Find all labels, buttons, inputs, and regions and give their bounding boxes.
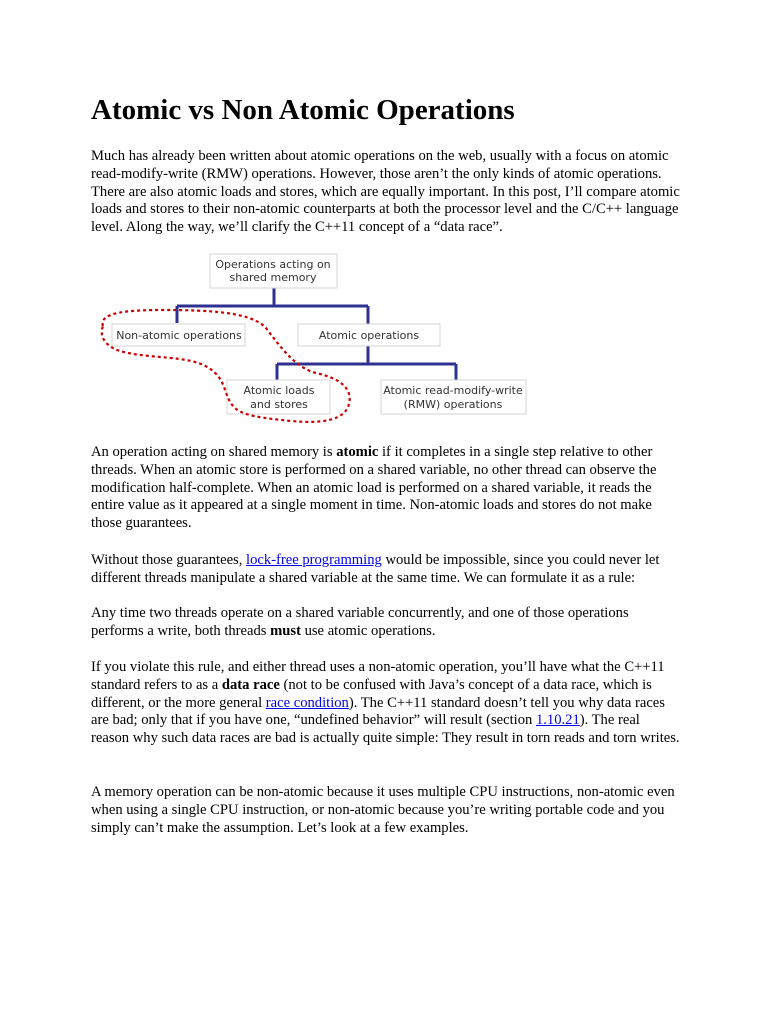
para2-text-1: An operation acting on shared memory is — [91, 444, 337, 460]
node-atomic-rmw-label-2: (RMW) operations — [403, 398, 503, 411]
data-race-paragraph — [91, 659, 681, 748]
rule-paragraph — [91, 605, 681, 641]
node-root-label-2: shared memory — [229, 271, 317, 284]
node-atomic-loads-label-1: Atomic loads — [243, 384, 315, 397]
operations-tree-svg — [91, 248, 551, 428]
lock-free-programming-link[interactable]: lock-free programming — [246, 552, 382, 568]
node-atomic-loads-label-2: and stores — [250, 398, 308, 411]
page-title: Atomic vs Non Atomic Operations — [91, 94, 515, 126]
para5-bold-data-race: data race — [221, 676, 280, 693]
para4-bold-must: must — [270, 622, 301, 639]
para3-text-2: would be impossible, since you could never let different threads manipulate a shared variable at the same time. We can formulate it as a rule: — [91, 552, 660, 586]
node-atomic-rmw-label-1: Atomic read-modify-write — [383, 384, 523, 397]
para2-bold-atomic: atomic — [336, 444, 379, 460]
race-condition-link[interactable]: race condition — [265, 694, 349, 711]
para2-text-2: if it completes in a single step relative to other threads. When an atomic store is performed on a shared variable, no other thread can observe the modification half-complete. When an atomic load is performed on a shared variable, it reads the entire value as it appeared at a single moment in time. Non-atomic loads and stores do not make those guarantees. — [91, 444, 657, 532]
node-root-label-1: Operations acting on — [215, 258, 331, 271]
para5-text-3: ). The C++11 standard doesn’t tell you why data races are bad; only that if you have one, “undefined behavior” will result (section — [91, 694, 665, 729]
para5-text-2: (not to be confused with Java’s concept of a data race, which is different, or the more general — [91, 676, 652, 711]
para3-text-1: Without those guarantees, — [91, 552, 247, 568]
para4-text-1: Any time two threads operate on a shared variable concurrently, and one of those operations performs a write, both threads — [91, 605, 629, 639]
operations-diagram — [91, 248, 551, 428]
examples-intro-paragraph: A memory operation can be non-atomic because it uses multiple CPU instructions, non-atomic even when using a single CPU instruction, or non-atomic because you’re writing portable code and you simply can’t make the assumption. Let’s look at a few examples. — [91, 784, 675, 836]
node-non-atomic-label: Non-atomic operations — [116, 329, 242, 342]
intro-paragraph: Much has already been written about atomic operations on the web, usually with a focus on atomic read-modify-write (RMW) operations. However, those aren’t the only kinds of atomic operations. There are also atomic loads and stores, which are equally important. In this post, I’ll compare atomic loads and stores to their non-atomic counterparts at both the processor level and the C/C++ language level. Along the way, we’ll clarify the C++11 concept of a “data race”. — [91, 148, 680, 236]
para5-text-4: ). The real reason why such data races are bad is actually quite simple: They result in torn reads and torn writes. — [91, 712, 680, 747]
para4-text-2: use atomic operations. — [300, 622, 436, 639]
para5-text-1: If you violate this rule, and either thread uses a non-atomic operation, you’ll have what the C++11 standard refers to as a — [91, 659, 665, 693]
atomic-definition-paragraph — [91, 444, 681, 533]
section-1-10-21-link[interactable]: 1.10.21 — [535, 712, 580, 729]
node-atomic-label: Atomic operations — [318, 329, 420, 342]
lock-free-paragraph — [91, 552, 681, 588]
